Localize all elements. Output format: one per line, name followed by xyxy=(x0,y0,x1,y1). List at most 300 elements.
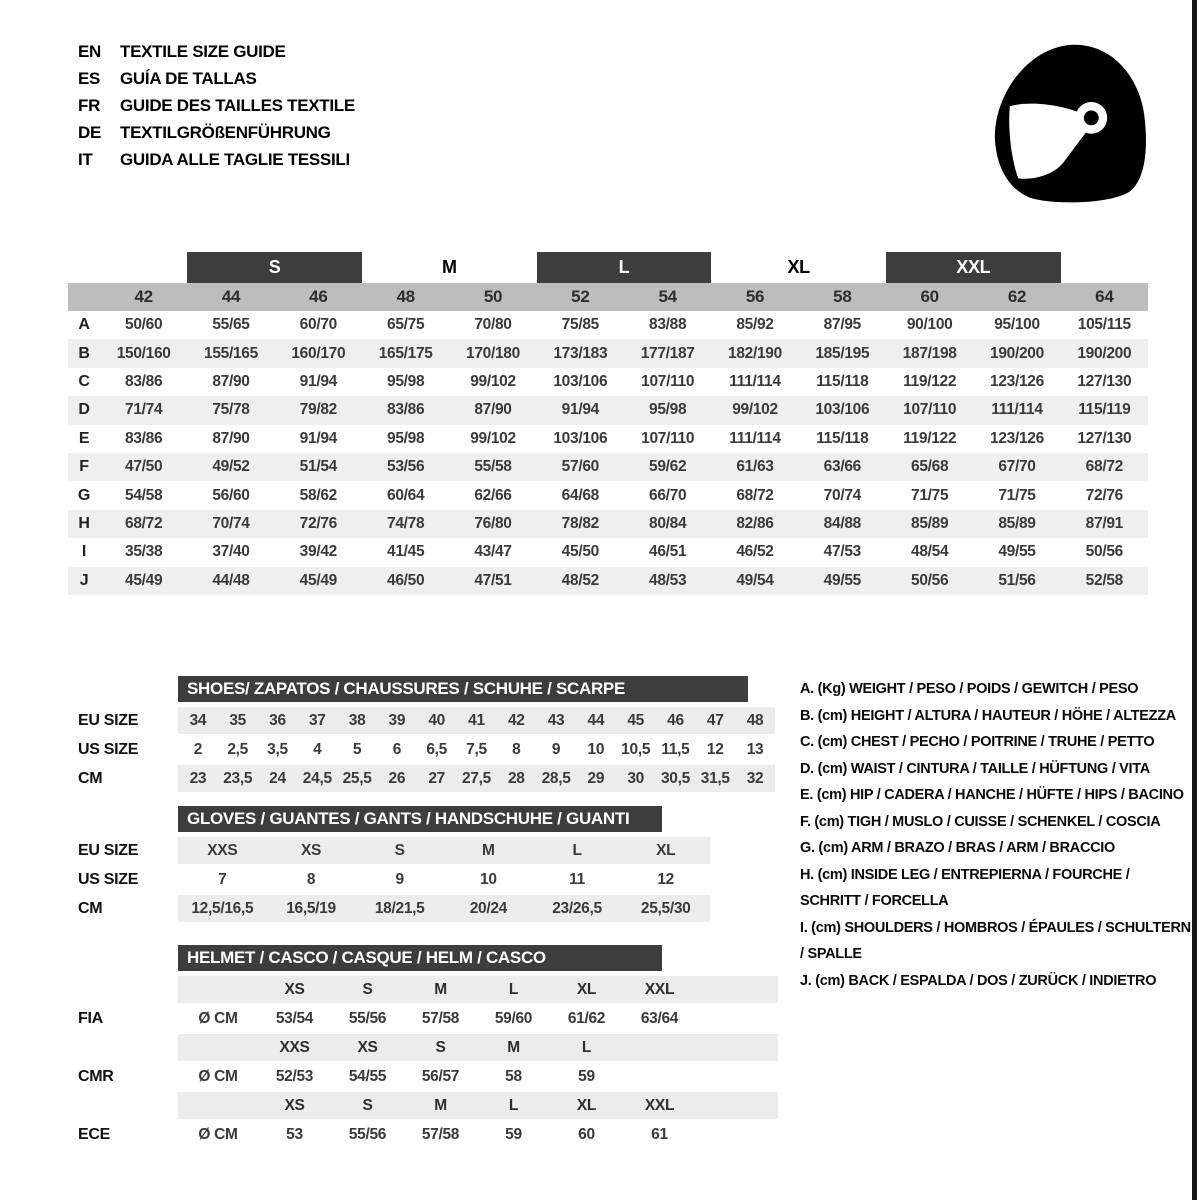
helmet-value-cell: 53/54 xyxy=(275,1009,314,1027)
size-value-cell: 71/75 xyxy=(911,486,949,504)
numeric-size-label: 52 xyxy=(571,287,590,306)
size-value-cell: 173/183 xyxy=(553,344,608,362)
helmet-value-cell: 52/53 xyxy=(275,1067,314,1085)
size-value-cell: 55/65 xyxy=(212,316,250,334)
legend-item: B. (cm) HEIGHT / ALTURA / HAUTEUR / HÖHE / ALTEZZA xyxy=(800,707,1176,724)
gloves-value-cell: 9 xyxy=(395,870,404,888)
row-letter: F xyxy=(79,458,89,476)
size-value-cell: 87/90 xyxy=(212,372,250,390)
gloves-row-eu-size xyxy=(68,837,676,864)
size-value-cell: 46/50 xyxy=(387,571,425,589)
helmet-size-label: S xyxy=(435,1038,446,1056)
row-letter: C xyxy=(78,372,90,390)
measurement-legend xyxy=(800,676,1192,994)
helmet-size-header-fia xyxy=(68,976,675,1003)
textile-size-table xyxy=(68,252,1148,595)
size-value-cell: 41/45 xyxy=(387,543,425,561)
gloves-rows xyxy=(68,837,691,922)
helmet-standard-label: ECE xyxy=(78,1125,110,1143)
size-value-cell: 79/82 xyxy=(299,401,337,419)
size-value-cell: 155/165 xyxy=(204,344,258,362)
numeric-size-label: 60 xyxy=(920,287,939,306)
measurement-row-j xyxy=(68,567,1148,595)
size-value-cell: 58/62 xyxy=(299,486,337,504)
helmet-size-label: XS xyxy=(284,1096,305,1114)
shoes-size-table xyxy=(68,676,764,794)
size-value-cell: 182/190 xyxy=(728,344,782,362)
shoes-value-cell: 2 xyxy=(193,740,203,758)
helmet-standard-values xyxy=(178,1063,778,1090)
shoes-row-label: CM xyxy=(78,769,103,787)
size-value-cell: 83/86 xyxy=(125,372,163,390)
gloves-value-cell: 18/21,5 xyxy=(374,899,425,917)
shoes-value-cell: 3,5 xyxy=(267,740,288,758)
size-value-cell: 53/56 xyxy=(387,458,425,476)
size-value-cell: 47/50 xyxy=(125,458,163,476)
gloves-value-cell: M xyxy=(482,841,495,859)
size-group-xl: XL xyxy=(787,257,810,277)
shoes-value-cell: 41 xyxy=(468,711,485,729)
shoes-row-label: EU SIZE xyxy=(78,711,139,729)
legend-item: F. (cm) TIGH / MUSLO / CUISSE / SCHENKEL / COSCIA xyxy=(800,813,1161,830)
language-row xyxy=(78,146,355,173)
helmet-size-header-values xyxy=(178,1092,778,1119)
row-letter: A xyxy=(78,316,90,334)
size-group-header-row xyxy=(68,252,1148,283)
helmet-size-header-values xyxy=(178,976,778,1003)
helmet-values-cmr xyxy=(68,1063,662,1090)
right-edge-rule xyxy=(1192,0,1197,1200)
helmet-standard-label: FIA xyxy=(78,1009,103,1027)
shoes-value-cell: 47 xyxy=(706,711,724,729)
gloves-row-us-size xyxy=(68,866,675,893)
size-value-cell: 47/51 xyxy=(474,571,512,589)
language-code: FR xyxy=(78,95,101,115)
shoes-title-bar: SHOES/ ZAPATOS / CHAUSSURES / SCHUHE / SCARPE xyxy=(178,676,748,702)
shoes-value-cell: 13 xyxy=(746,740,764,758)
shoes-value-cell: 30,5 xyxy=(660,769,690,787)
gloves-value-cell: 12 xyxy=(657,870,675,888)
helmet-value-cell: 59 xyxy=(505,1125,522,1143)
helmet-standard-values xyxy=(178,1121,778,1148)
helmet-value-cell: 58 xyxy=(505,1067,522,1085)
size-value-cell: 57/60 xyxy=(561,458,599,476)
size-value-cell: 66/70 xyxy=(649,486,687,504)
size-value-cell: 87/91 xyxy=(1085,514,1123,532)
gloves-value-cell: XXS xyxy=(207,841,238,859)
size-value-cell: 105/115 xyxy=(1077,316,1131,334)
size-value-cell: 56/60 xyxy=(212,486,250,504)
helmet-size-label: L xyxy=(508,980,519,998)
size-value-cell: 54/58 xyxy=(125,486,163,504)
size-value-cell: 63/66 xyxy=(823,458,861,476)
helmet-size-header-values xyxy=(178,1034,778,1061)
size-group-l: L xyxy=(537,252,712,283)
shoes-value-cell: 10,5 xyxy=(621,740,651,758)
helmet-unit-label: Ø CM xyxy=(198,1125,238,1143)
size-value-cell: 85/89 xyxy=(911,514,949,532)
helmet-size-label: XXL xyxy=(644,980,675,998)
size-value-cell: 91/94 xyxy=(561,401,599,419)
size-value-cell: 52/58 xyxy=(1085,571,1123,589)
size-value-cell: 87/95 xyxy=(823,316,861,334)
size-value-cell: 107/110 xyxy=(641,429,695,447)
helmet-values-fia xyxy=(68,1005,679,1032)
helmet-size-header-ece xyxy=(68,1092,675,1119)
legend-item: A. (Kg) WEIGHT / PESO / POIDS / GEWITCH / PESO xyxy=(800,681,1139,697)
measurement-row-i xyxy=(68,538,1148,566)
size-value-cell: 60/70 xyxy=(299,316,337,334)
row-letter: D xyxy=(78,401,90,419)
size-value-cell: 190/200 xyxy=(1077,344,1132,362)
gloves-title-bar: GLOVES / GUANTES / GANTS / HANDSCHUHE / GUANTI xyxy=(178,806,662,832)
size-value-cell: 111/114 xyxy=(991,401,1043,419)
helmet-size-header-cmr xyxy=(68,1034,662,1061)
gloves-value-cell: 10 xyxy=(480,870,497,888)
size-value-cell: 70/74 xyxy=(212,514,250,532)
size-value-cell: 48/54 xyxy=(911,543,949,561)
unit-spacer xyxy=(178,1092,258,1119)
numeric-size-label: 42 xyxy=(134,287,153,306)
numeric-size-label: 44 xyxy=(221,287,241,306)
shoes-value-cell: 2,5 xyxy=(227,740,249,758)
unit-spacer xyxy=(178,976,258,1003)
size-value-cell: 187/198 xyxy=(902,344,957,362)
helmet-value-cell: 57/58 xyxy=(421,1125,460,1143)
language-code: ES xyxy=(78,68,101,88)
row-letter: E xyxy=(78,429,90,447)
gloves-value-cell: 25,5/30 xyxy=(640,899,691,917)
language-row xyxy=(78,65,355,92)
numeric-size-label: 64 xyxy=(1095,287,1114,306)
shoes-value-cell: 40 xyxy=(428,711,445,729)
legend-item: H. (cm) INSIDE LEG / ENTREPIERNA / FOURCHE / SCHRITT / FORCELLA xyxy=(800,866,1130,909)
helmet-size-label: S xyxy=(362,980,373,998)
size-value-cell: 123/126 xyxy=(990,372,1044,390)
size-value-cell: 177/187 xyxy=(640,344,695,362)
shoes-value-cell: 10 xyxy=(587,740,605,758)
size-value-cell: 78/82 xyxy=(561,514,599,532)
shoes-value-cell: 39 xyxy=(388,711,406,729)
helmet-size-label: XS xyxy=(284,980,305,998)
size-value-cell: 55/58 xyxy=(474,458,512,476)
shoes-value-cell: 46 xyxy=(667,711,684,729)
size-value-cell: 74/78 xyxy=(387,514,425,532)
shoes-value-cell: 23,5 xyxy=(223,769,253,787)
shoes-value-cell: 28,5 xyxy=(541,769,571,787)
language-title: GUIDE DES TAILLES TEXTILE xyxy=(120,95,355,115)
size-value-cell: 51/56 xyxy=(998,571,1036,589)
size-value-cell: 95/98 xyxy=(387,429,425,447)
gloves-value-cell: 23/26,5 xyxy=(552,899,602,917)
shoes-value-cell: 42 xyxy=(507,711,525,729)
shoes-row-us-size xyxy=(68,736,764,763)
shoes-value-cell: 26 xyxy=(388,769,406,787)
helmet-size-table xyxy=(68,945,679,1150)
gloves-value-cell: 7 xyxy=(218,870,227,888)
size-value-cell: 90/100 xyxy=(906,316,953,334)
gloves-row-label: EU SIZE xyxy=(78,841,139,859)
size-value-cell: 50/56 xyxy=(911,571,949,589)
shoes-value-cell: 38 xyxy=(348,711,366,729)
size-value-cell: 45/49 xyxy=(299,571,337,589)
shoes-value-cell: 45 xyxy=(627,711,644,729)
measurement-row-f xyxy=(68,453,1148,481)
language-row xyxy=(78,38,355,65)
numeric-size-label: 50 xyxy=(483,287,503,306)
size-value-cell: 170/180 xyxy=(466,344,520,362)
size-value-cell: 72/76 xyxy=(299,514,337,532)
size-value-cell: 49/52 xyxy=(212,458,250,476)
shoes-value-cell: 32 xyxy=(746,769,764,787)
size-value-cell: 71/75 xyxy=(998,486,1036,504)
size-value-cell: 185/195 xyxy=(815,344,870,362)
language-row xyxy=(78,92,355,119)
gloves-value-cell: XL xyxy=(656,841,676,859)
shoes-row-values xyxy=(178,736,775,763)
size-value-cell: 67/70 xyxy=(998,458,1036,476)
size-value-cell: 83/88 xyxy=(649,316,687,334)
shoes-value-cell: 29 xyxy=(587,769,605,787)
size-value-cell: 64/68 xyxy=(561,486,599,504)
size-value-cell: 85/89 xyxy=(998,514,1036,532)
language-title: TEXTILE SIZE GUIDE xyxy=(120,41,286,61)
size-value-cell: 47/53 xyxy=(823,543,861,561)
size-value-cell: 80/84 xyxy=(649,514,687,532)
gloves-row-label: US SIZE xyxy=(78,870,139,888)
helmet-size-label: L xyxy=(581,1038,592,1056)
row-letter: H xyxy=(78,514,90,532)
size-value-cell: 50/60 xyxy=(125,316,163,334)
helmet-value-cell: 56/57 xyxy=(421,1067,460,1085)
size-value-cell: 48/52 xyxy=(561,571,599,589)
helmet-values-ece xyxy=(68,1121,668,1148)
helmet-value-cell: 59 xyxy=(578,1067,595,1085)
size-value-cell: 91/94 xyxy=(299,372,337,390)
size-value-cell: 103/106 xyxy=(553,372,608,390)
numeric-size-label: 54 xyxy=(658,287,677,306)
row-letter: J xyxy=(79,571,89,589)
measurement-row-d xyxy=(68,396,1148,424)
size-value-cell: 46/51 xyxy=(649,543,687,561)
shoes-value-cell: 30 xyxy=(627,769,644,787)
shoes-value-cell: 36 xyxy=(269,711,286,729)
size-value-cell: 59/62 xyxy=(649,458,687,476)
size-value-cell: 165/175 xyxy=(378,344,433,362)
size-group-xxl: XXL xyxy=(886,252,1061,283)
size-value-cell: 103/106 xyxy=(553,429,608,447)
size-value-cell: 50/56 xyxy=(1085,543,1123,561)
size-value-cell: 150/160 xyxy=(116,344,171,362)
measurement-rows xyxy=(68,311,1148,595)
helmet-value-cell: 60 xyxy=(578,1125,595,1143)
language-title-list xyxy=(78,38,355,173)
size-value-cell: 99/102 xyxy=(470,372,516,390)
unit-spacer xyxy=(178,1034,258,1061)
shoes-value-cell: 6,5 xyxy=(426,740,447,758)
helmet-value-cell: 55/56 xyxy=(348,1009,387,1027)
shoes-value-cell: 28 xyxy=(507,769,525,787)
size-value-cell: 45/49 xyxy=(125,571,163,589)
size-value-cell: 70/74 xyxy=(823,486,861,504)
size-value-cell: 83/86 xyxy=(387,401,425,419)
measurement-row-c xyxy=(68,368,1148,396)
size-value-cell: 123/126 xyxy=(990,429,1044,447)
size-value-cell: 75/78 xyxy=(212,401,250,419)
numeric-size-label: 62 xyxy=(1007,287,1027,306)
size-value-cell: 82/86 xyxy=(736,514,774,532)
gloves-row-values xyxy=(178,866,710,893)
helmet-value-cell: 54/55 xyxy=(348,1067,387,1085)
legend-item: C. (cm) CHEST / PECHO / POITRINE / TRUHE / PETTO xyxy=(800,734,1155,750)
shoes-value-cell: 25,5 xyxy=(342,769,372,787)
size-value-cell: 65/68 xyxy=(911,458,949,476)
gloves-value-cell: 20/24 xyxy=(469,899,507,917)
size-value-cell: 65/75 xyxy=(387,316,425,334)
legend-item: G. (cm) ARM / BRAZO / BRAS / ARM / BRACCIO xyxy=(800,840,1115,856)
size-value-cell: 160/170 xyxy=(291,344,346,362)
shoes-value-cell: 44 xyxy=(587,711,605,729)
helmet-value-cell: 57/58 xyxy=(421,1009,460,1027)
size-value-cell: 61/63 xyxy=(736,458,774,476)
gloves-value-cell: 8 xyxy=(306,870,316,888)
shoes-value-cell: 27 xyxy=(428,769,445,787)
legend-item: E. (cm) HIP / CADERA / HANCHE / HÜFTE / HIPS / BACINO xyxy=(800,787,1184,803)
shoes-value-cell: 7,5 xyxy=(466,740,487,758)
helmet-size-label: M xyxy=(434,1096,447,1114)
gloves-row-cm xyxy=(68,895,691,922)
gloves-value-cell: 12,5/16,5 xyxy=(191,899,254,917)
shoes-value-cell: 37 xyxy=(308,711,326,729)
helmet-size-label: M xyxy=(507,1038,520,1056)
size-value-cell: 46/52 xyxy=(736,543,774,561)
language-code: DE xyxy=(78,122,102,142)
size-value-cell: 68/72 xyxy=(1085,458,1123,476)
shoes-row-values xyxy=(178,707,775,734)
size-value-cell: 91/94 xyxy=(299,429,337,447)
helmet-title-bar: HELMET / CASCO / CASQUE / HELM / CASCO xyxy=(178,945,662,971)
helmet-size-label: S xyxy=(362,1096,373,1114)
size-value-cell: 45/50 xyxy=(561,543,599,561)
numeric-size-label: 46 xyxy=(309,287,328,306)
gloves-value-cell: L xyxy=(572,841,582,859)
shoes-value-cell: 43 xyxy=(547,711,565,729)
shoes-value-cell: 27,5 xyxy=(461,769,491,787)
size-value-cell: 95/98 xyxy=(387,372,425,390)
measurement-row-b xyxy=(68,339,1148,367)
helmet-value-cell: 55/56 xyxy=(348,1125,387,1143)
language-title: GUÍA DE TALLAS xyxy=(120,68,257,88)
shoes-value-cell: 11,5 xyxy=(661,740,690,758)
size-value-cell: 49/55 xyxy=(998,543,1036,561)
size-value-cell: 190/200 xyxy=(990,344,1044,362)
gloves-value-cell: 16,5/19 xyxy=(286,899,336,917)
size-value-cell: 95/98 xyxy=(649,401,687,419)
size-value-cell: 85/92 xyxy=(736,316,774,334)
gloves-row-values xyxy=(178,895,710,922)
size-value-cell: 119/122 xyxy=(903,372,957,390)
size-value-cell: 95/100 xyxy=(994,316,1040,334)
row-letter: I xyxy=(81,543,87,561)
measurement-row-a xyxy=(68,311,1148,339)
size-value-cell: 76/80 xyxy=(474,514,512,532)
size-value-cell: 87/90 xyxy=(212,429,250,447)
helmet-unit-label: Ø CM xyxy=(198,1009,238,1027)
helmet-value-cell: 63/64 xyxy=(640,1009,679,1027)
gloves-value-cell: XS xyxy=(300,841,322,859)
size-value-cell: 48/53 xyxy=(649,571,687,589)
shoes-row-eu-size xyxy=(68,707,764,734)
size-value-cell: 84/88 xyxy=(823,514,861,532)
legend-item: D. (cm) WAIST / CINTURA / TAILLE / HÜFTUNG / VITA xyxy=(800,760,1150,777)
size-value-cell: 71/74 xyxy=(125,401,163,419)
size-value-cell: 115/118 xyxy=(816,372,869,390)
helmet-unit-label: Ø CM xyxy=(198,1067,238,1085)
shoes-row-label: US SIZE xyxy=(78,740,139,758)
language-row xyxy=(78,119,355,146)
size-value-cell: 37/40 xyxy=(212,543,250,561)
size-value-cell: 49/55 xyxy=(823,571,861,589)
helmet-size-label: XXL xyxy=(644,1096,675,1114)
shoes-value-cell: 8 xyxy=(512,740,521,758)
size-value-cell: 49/54 xyxy=(736,571,774,589)
helmet-value-cell: 59/60 xyxy=(494,1009,533,1027)
helmet-standard-values xyxy=(178,1005,778,1032)
size-value-cell: 127/130 xyxy=(1077,372,1132,390)
size-value-cell: 115/119 xyxy=(1078,401,1131,419)
measurement-row-h xyxy=(68,510,1148,538)
shoes-rows xyxy=(68,707,764,792)
shoes-value-cell: 23 xyxy=(189,769,207,787)
size-value-cell: 70/80 xyxy=(474,316,512,334)
shoes-value-cell: 9 xyxy=(551,740,561,758)
numeric-size-header-row xyxy=(68,283,1148,311)
size-value-cell: 68/72 xyxy=(125,514,163,532)
shoes-value-cell: 6 xyxy=(392,740,402,758)
row-letter: G xyxy=(77,486,91,504)
helmet-size-label: XS xyxy=(357,1038,378,1056)
size-value-cell: 44/48 xyxy=(212,571,250,589)
size-value-cell: 107/110 xyxy=(903,401,957,419)
shoes-row-cm xyxy=(68,765,764,792)
size-group-m: M xyxy=(441,257,457,277)
gloves-value-cell: 11 xyxy=(569,870,585,888)
shoes-value-cell: 48 xyxy=(746,711,764,729)
size-value-cell: 35/38 xyxy=(125,543,163,561)
shoes-value-cell: 12 xyxy=(706,740,724,758)
measurement-row-g xyxy=(68,481,1148,509)
size-value-cell: 43/47 xyxy=(474,543,512,561)
size-value-cell: 115/118 xyxy=(816,429,869,447)
size-group-s: S xyxy=(187,252,362,283)
shoes-value-cell: 35 xyxy=(229,711,247,729)
gloves-row-label: CM xyxy=(78,899,103,917)
size-value-cell: 62/66 xyxy=(474,486,512,504)
gloves-row-values xyxy=(178,837,710,864)
shoes-value-cell: 4 xyxy=(313,740,322,758)
helmet-size-label: M xyxy=(434,980,447,998)
language-code: IT xyxy=(78,149,93,169)
numeric-size-label: 56 xyxy=(745,287,765,306)
helmet-rows xyxy=(68,976,679,1148)
size-value-cell: 103/106 xyxy=(815,401,870,419)
helmet-size-label: XL xyxy=(576,980,597,998)
size-value-cell: 60/64 xyxy=(387,486,425,504)
size-value-cell: 119/122 xyxy=(903,429,957,447)
helmet-size-label: L xyxy=(508,1096,519,1114)
size-value-cell: 111/114 xyxy=(729,372,781,390)
size-value-cell: 111/114 xyxy=(729,429,781,447)
